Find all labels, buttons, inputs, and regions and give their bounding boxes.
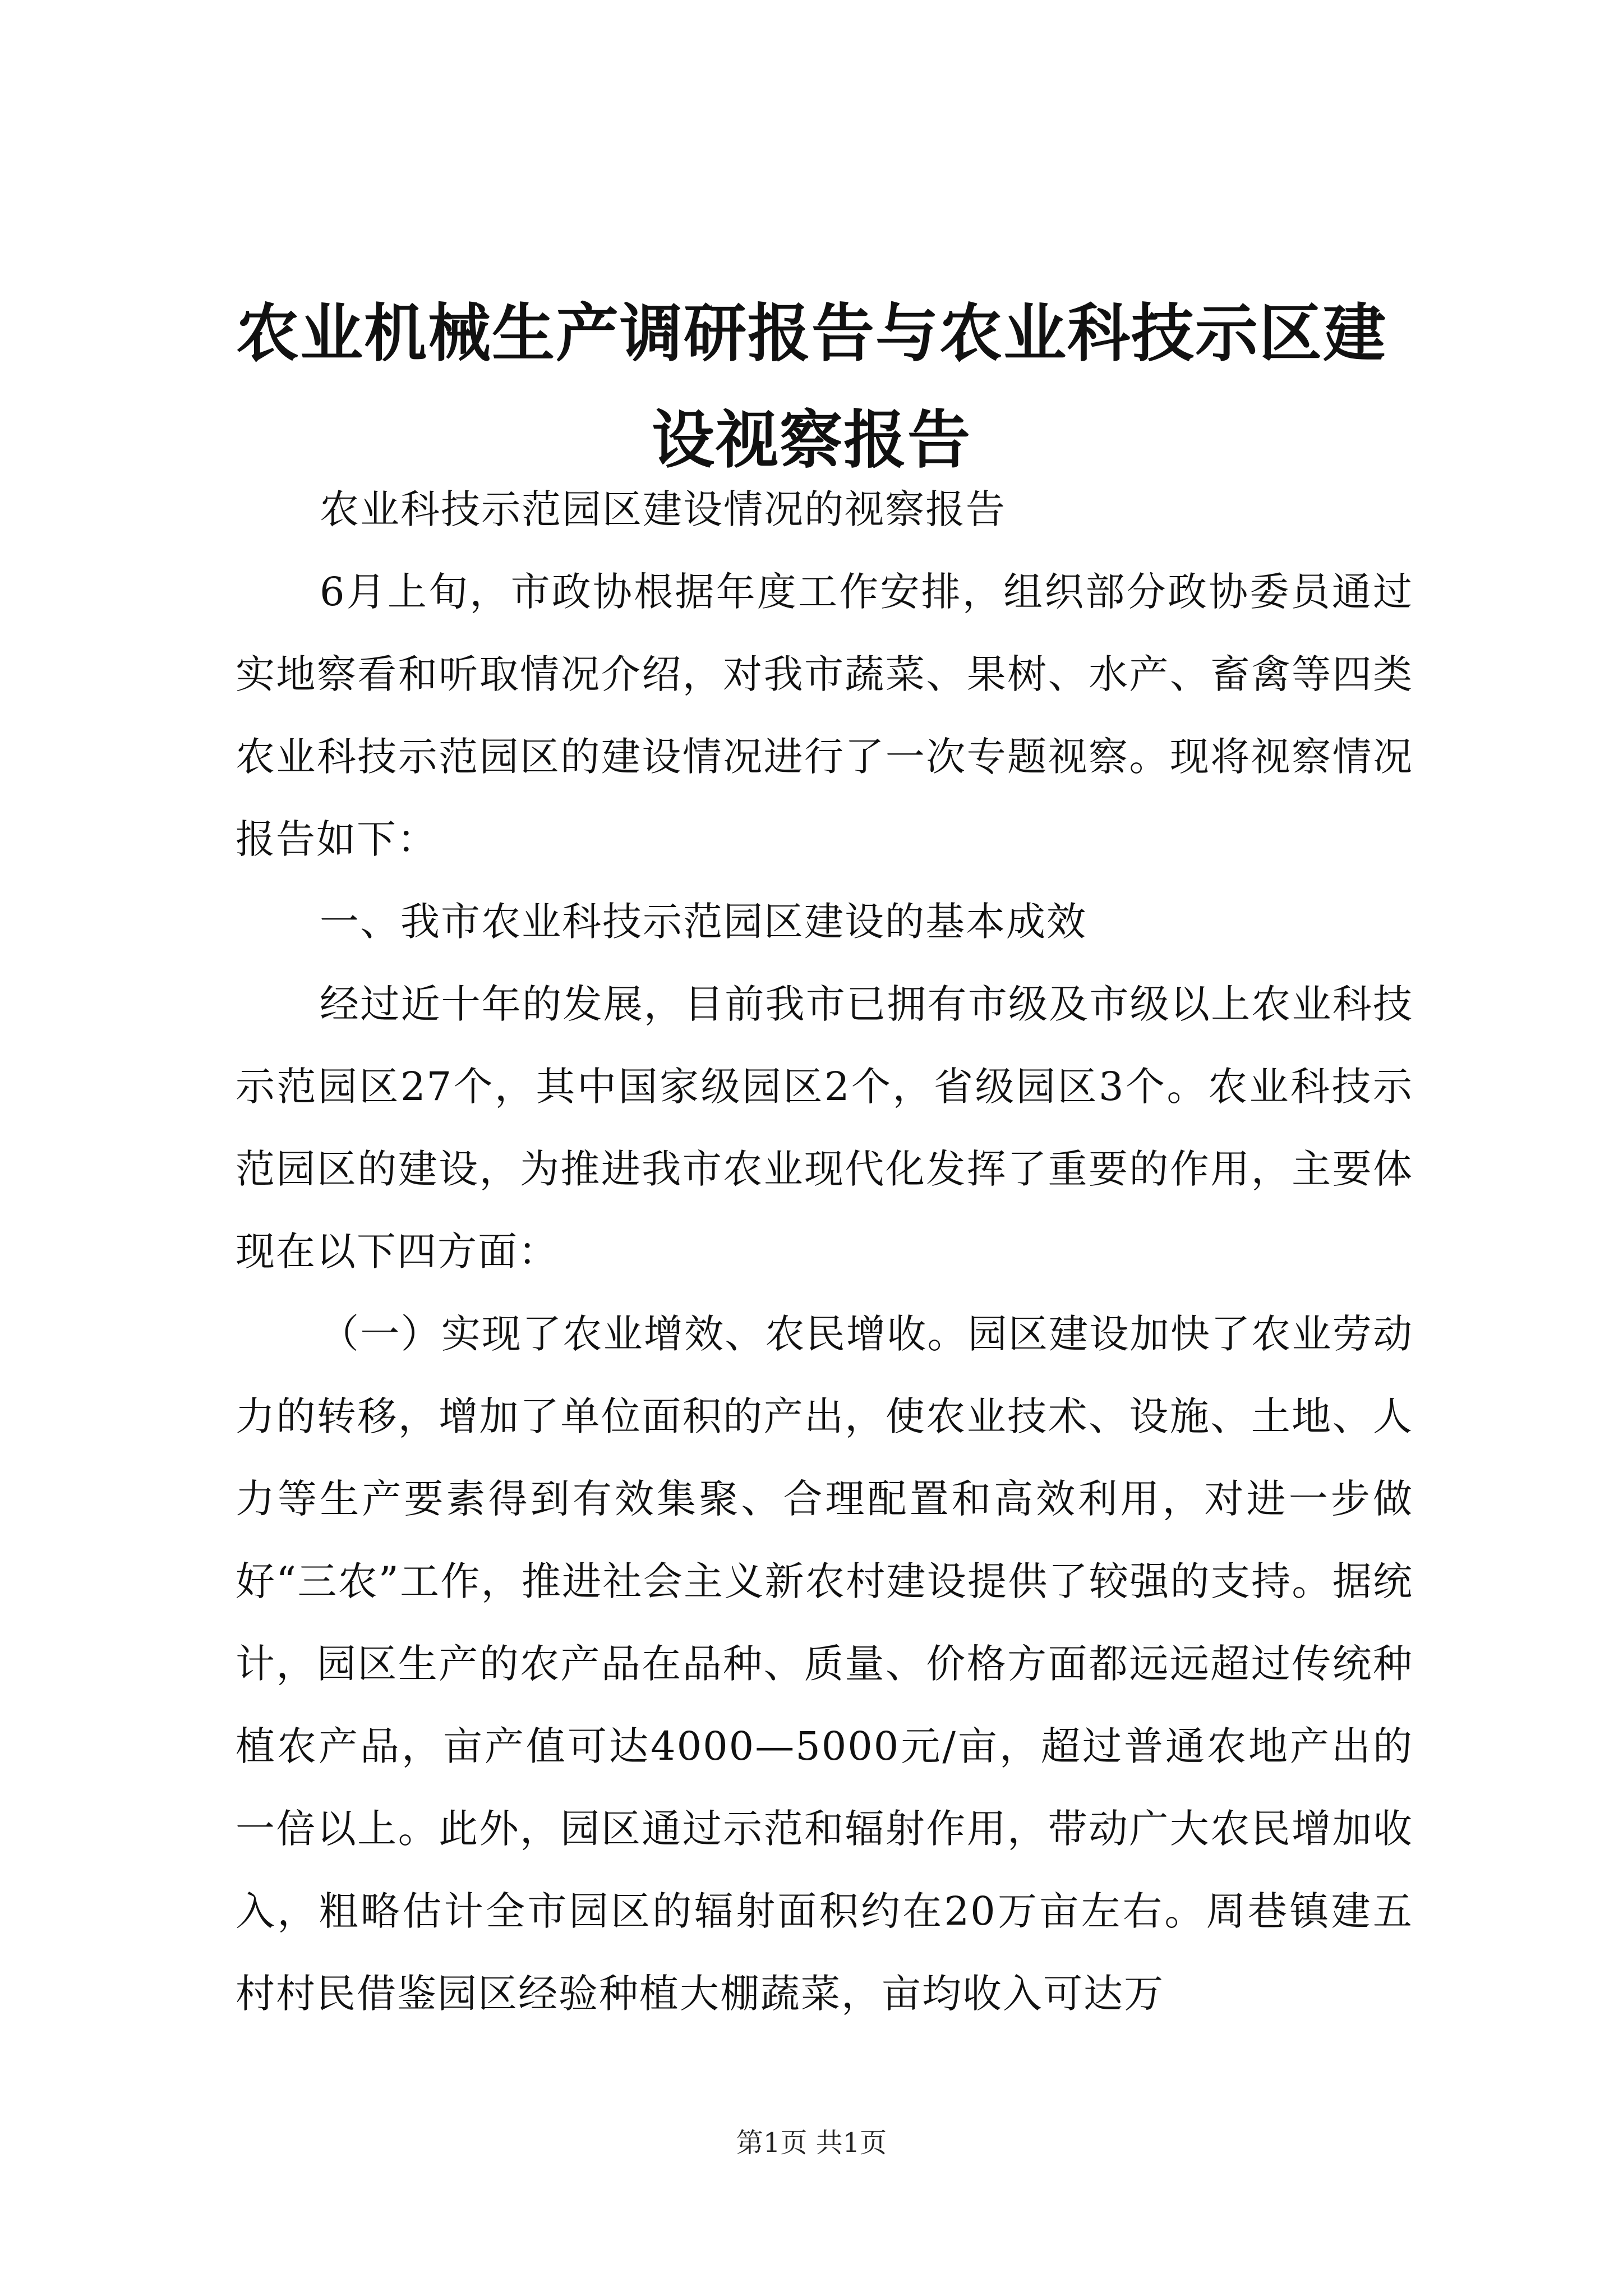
document-title: 农业机械生产调研报告与农业科技示区建设视察报告 <box>236 297 1387 477</box>
intro-paragraph: 6月上旬，市政协根据年度工作安排，组织部分政协委员通过实地察看和听取情况介绍，对我市蔬菜、果树、水产、畜禽等四类农业科技示范园区的建设情况进行了一次专题视察。现将视察情况报告如下： <box>236 569 1413 862</box>
subsection-1-paragraph: （一）实现了农业增效、农民增收。园区建设加快了农业劳动力的转移，增加了单位面积的产出，使农业技术、设施、土地、人力等生产要素得到有效集聚、合理配置和高效利用，对进一步做好“三农”工作，推进社会主义新农村建设提供了较强的支持。据统计，园区生产的农产品在品种、质量、价格方面都远远超过传统种植农产品，亩产值可达4000—5000元/亩，超过普通农地产出的一倍以上。此外，园区通过示范和辐射作用，带动广大农民增加收入，粗略估计全市园区的辐射面积约在20万亩左右。周巷镇建五村村民借鉴园区经验种植大棚蔬菜，亩均收入可达万 <box>236 1311 1413 2017</box>
document-body <box>236 468 1413 2035</box>
overview-paragraph: 经过近十年的发展，目前我市已拥有市级及市级以上农业科技示范园区27个，其中国家级园区2个，省级园区3个。农业科技示范园区的建设，为推进我市农业现代化发挥了重要的作用，主要体现在以下四方面： <box>236 981 1413 1274</box>
page-number-footer: 第1页 共1页 <box>736 2127 887 2159</box>
section-heading-1: 一、我市农业科技示范园区建设的基本成效 <box>320 899 1087 945</box>
report-subtitle-paragraph: 农业科技示范园区建设情况的视察报告 <box>320 486 1006 532</box>
